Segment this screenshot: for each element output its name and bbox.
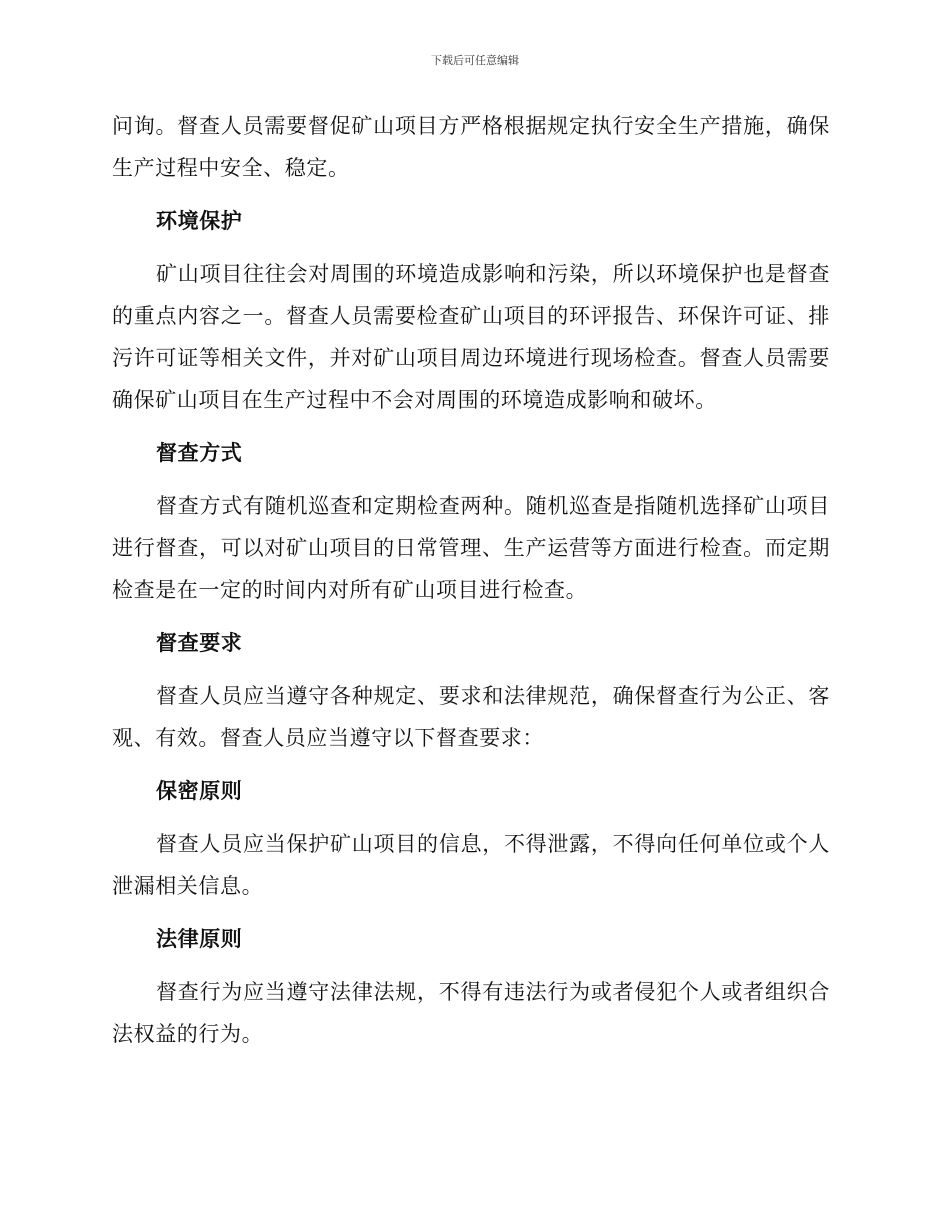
heading-legal: 法律原则 bbox=[156, 927, 243, 951]
heading-method: 督查方式 bbox=[156, 441, 243, 465]
paragraph-environment: 矿山项目往往会对周围的环境造成影响和污染，所以环境保护也是督查的重点内容之一。督查人员需要检查矿山项目的环评报告、环保许可证、排污许可证等相关文件，并对矿山项目周边环境进行现场检查。督查人员需要确保矿山项目在生产过程中不会对周围的环境造成影响和破坏。 bbox=[112, 262, 830, 412]
heading-environment: 环境保护 bbox=[156, 209, 243, 233]
paragraph-safety-continued: 问询。督查人员需要督促矿山项目方严格根据规定执行安全生产措施，确保生产过程中安全、稳定。 bbox=[112, 114, 830, 180]
heading-confidentiality: 保密原则 bbox=[156, 779, 243, 803]
paragraph-legal: 督查行为应当遵守法律法规，不得有违法行为或者侵犯个人或者组织合法权益的行为。 bbox=[112, 980, 830, 1046]
page-header: 下载后可任意编辑 bbox=[431, 54, 519, 67]
paragraph-method: 督查方式有随机巡查和定期检查两种。随机巡查是指随机选择矿山项目进行督查，可以对矿山项目的日常管理、生产运营等方面进行检查。而定期检查是在一定的时间内对所有矿山项目进行检查。 bbox=[112, 494, 830, 602]
paragraph-requirements: 督查人员应当遵守各种规定、要求和法律规范，确保督查行为公正、客观、有效。督查人员应当遵守以下督查要求： bbox=[112, 684, 830, 750]
document-body bbox=[112, 105, 830, 1055]
paragraph-confidentiality: 督查人员应当保护矿山项目的信息，不得泄露，不得向任何单位或个人泄漏相关信息。 bbox=[112, 832, 830, 898]
heading-requirements: 督查要求 bbox=[156, 631, 243, 655]
